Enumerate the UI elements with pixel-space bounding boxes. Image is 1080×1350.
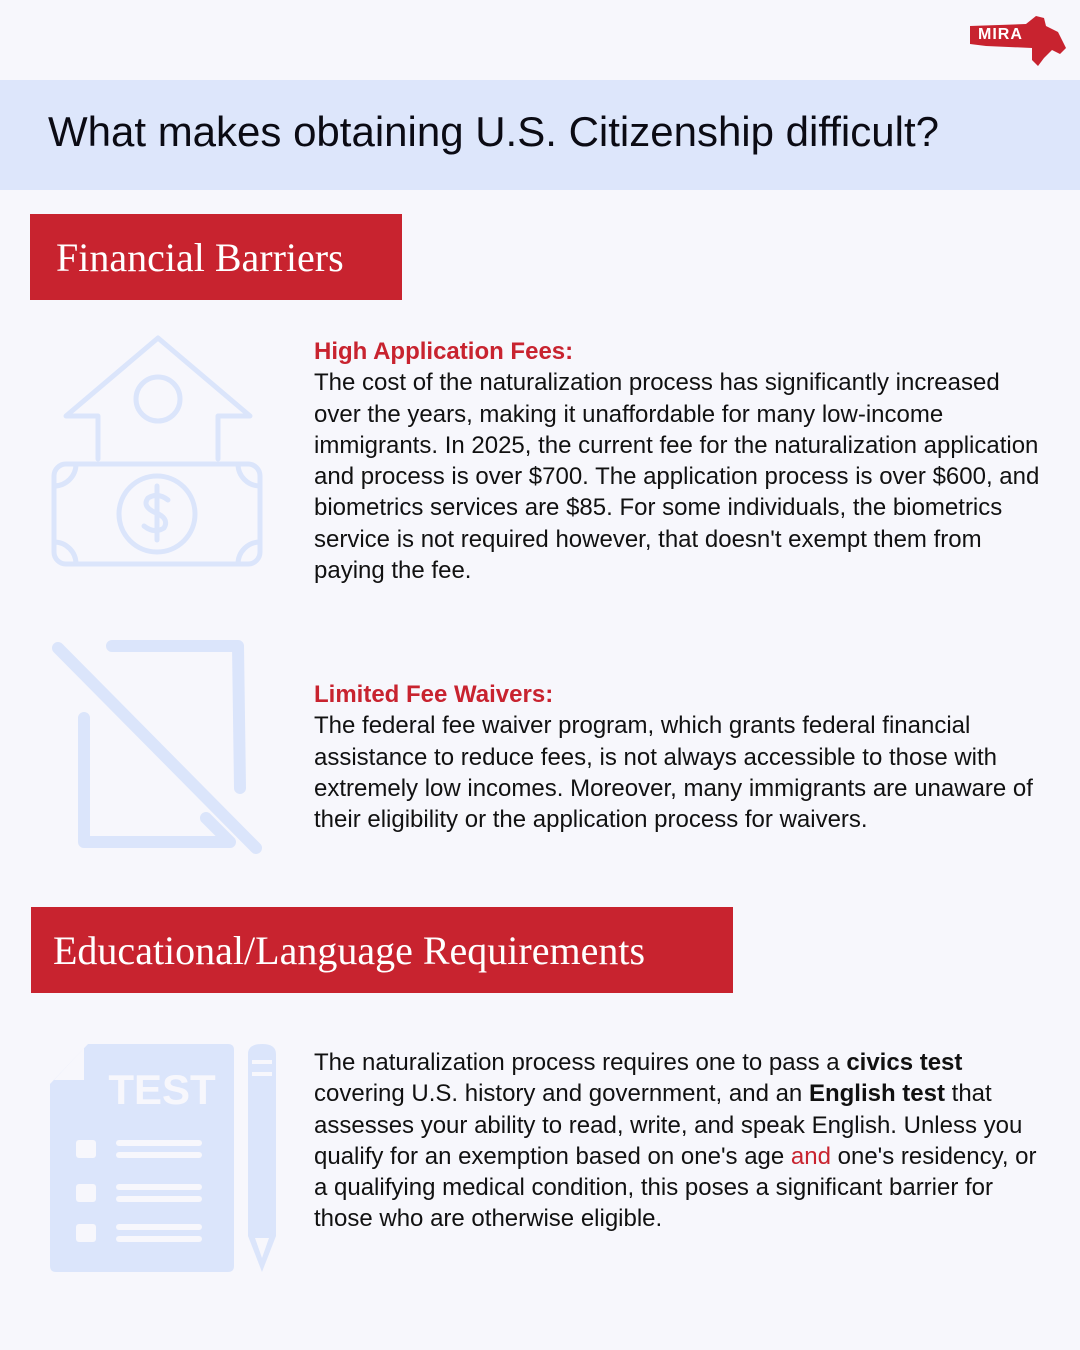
fees-body: The cost of the naturalization process has significantly increased over the years, making it unaffordable for many low-income immigrants. In 2025, the current fee for the naturalization application and process is over $700. The application process is over $600, and biometrics services are $85. For some individuals, the biometrics service is not required however, that doesn't exempt them from paying the fee. <box>314 369 1040 585</box>
waivers-block <box>314 679 1044 835</box>
section-banner-education <box>31 907 733 993</box>
fees-heading: High Application Fees: <box>314 338 574 365</box>
fees-block <box>314 336 1044 586</box>
education-text-3: that assesses your ability to read, write, and speak English. Unless you qualify for an exemption based on one's age <box>314 1080 1023 1170</box>
test-label: TEST <box>108 1066 216 1113</box>
education-text-1: The naturalization process requires one to pass a <box>314 1049 847 1076</box>
section-banner-financial-label: Financial Barriers <box>56 234 344 280</box>
english-test-emphasis: English test <box>808 1080 945 1108</box>
section-banner-education-label: Educational/Language Requirements <box>53 927 646 973</box>
education-block <box>314 1047 1044 1235</box>
page-title: What makes obtaining U.S. Citizenship difficult? <box>48 108 939 155</box>
and-highlight: and <box>790 1142 831 1170</box>
waivers-body: The federal fee waiver program, which grants federal financial assistance to reduce fees, is not always accessible to those with extremely low incomes. Moreover, many immigrants are unaware of their eligibility or the application process for waivers. <box>314 712 1033 834</box>
no-document-icon <box>48 638 266 858</box>
logo-text: MIRA <box>978 26 1023 43</box>
education-text-4: one's residency, or a qualifying medical condition, this poses a significant barrier for those who are otherwise eligible. <box>314 1142 1037 1233</box>
civics-test-emphasis: civics test <box>846 1049 963 1076</box>
house-dollar-icon <box>50 334 266 570</box>
waivers-heading: Limited Fee Waivers: <box>314 681 554 708</box>
education-text-2: covering U.S. history and government, and an <box>314 1080 809 1108</box>
section-banner-financial <box>30 214 402 300</box>
test-sheet-pencil-icon <box>50 1044 282 1274</box>
